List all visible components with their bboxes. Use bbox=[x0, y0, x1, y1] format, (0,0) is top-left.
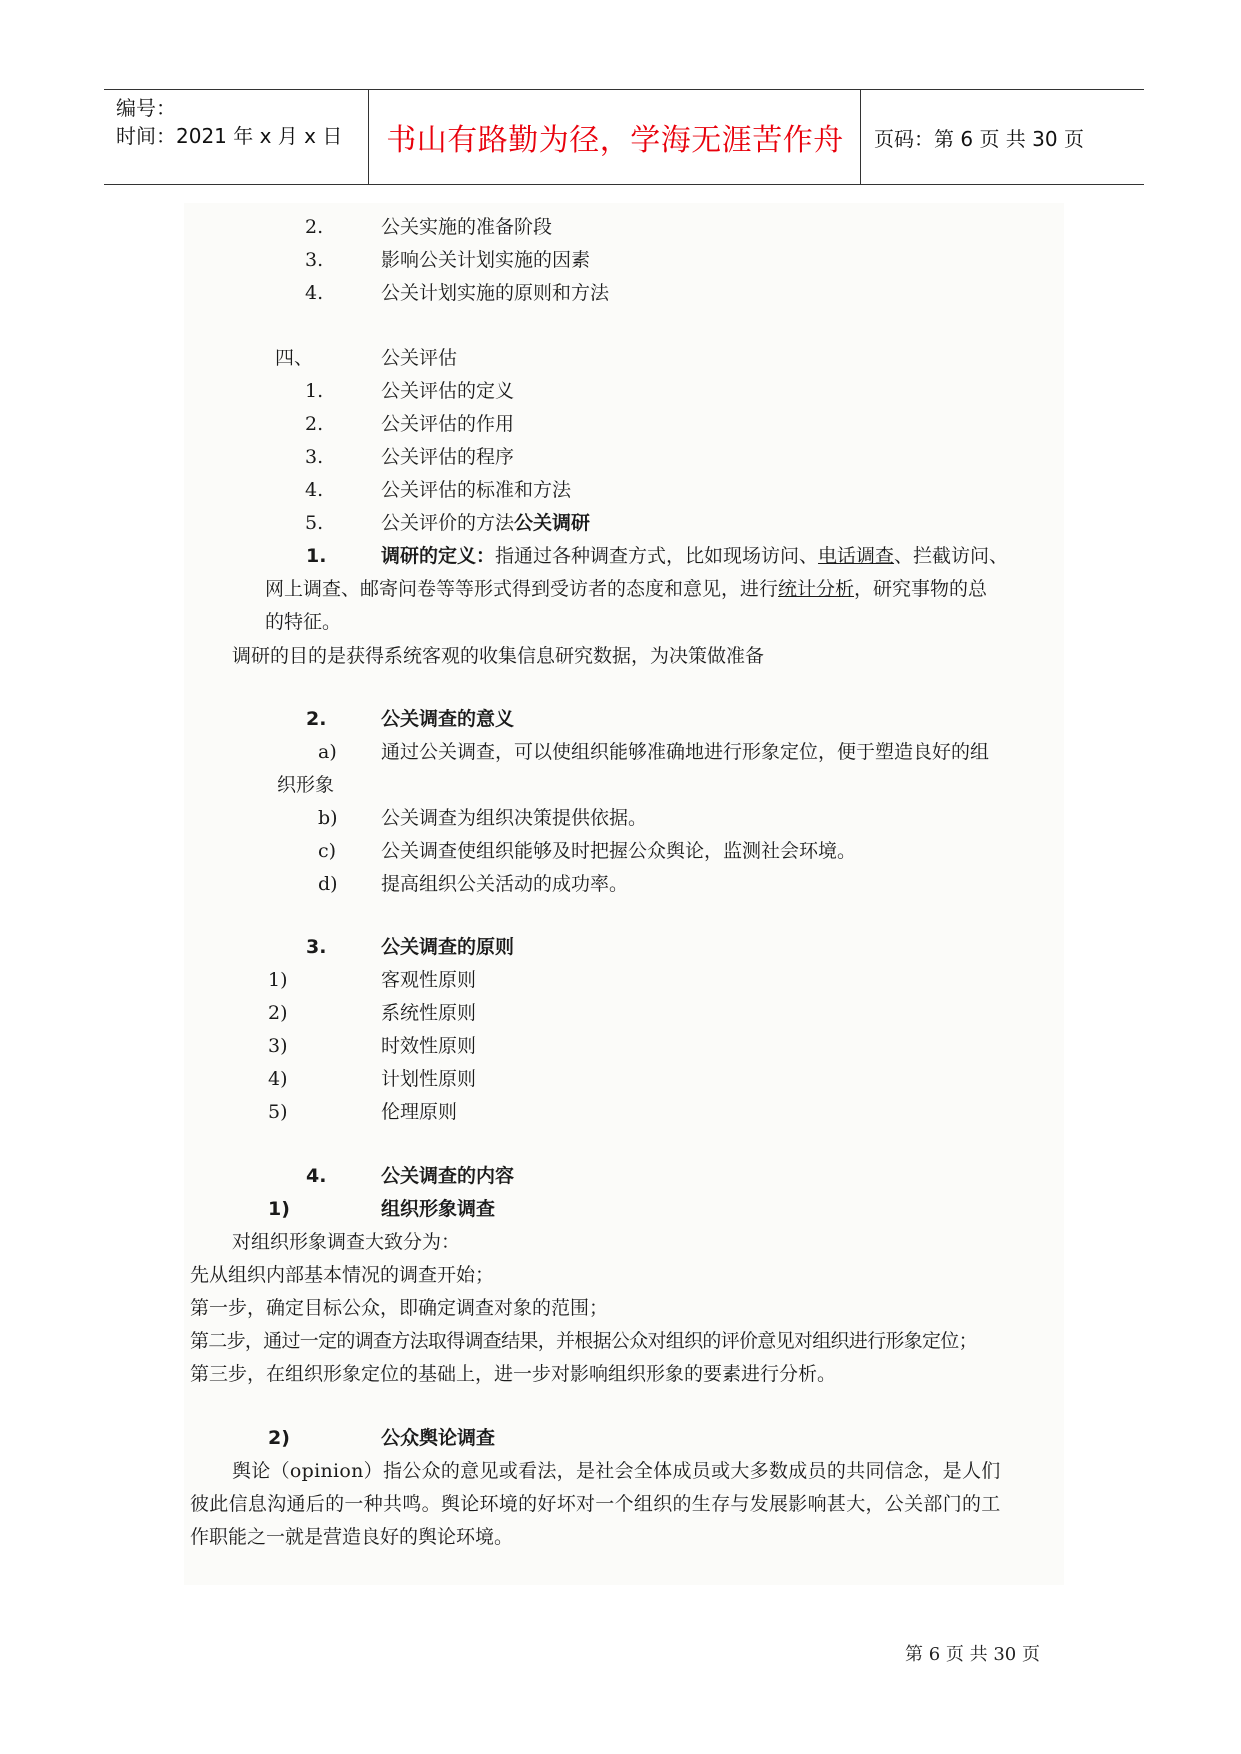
document-number-label: 编号： bbox=[116, 96, 176, 120]
list-item: 公关评估的标准和方法 bbox=[381, 479, 572, 501]
document-time-label: 时间：2021 年 x 月 x 日 bbox=[116, 124, 343, 148]
list-item: 公关实施的准备阶段 bbox=[381, 216, 553, 238]
definition-text: ，研究事物的总 bbox=[854, 578, 988, 600]
definition-text: 指通过各种调查方式，比如现场访问、 bbox=[495, 545, 819, 567]
list-number: 1) bbox=[268, 1198, 290, 1220]
definition-text: 、拦截访问、 bbox=[894, 545, 1009, 567]
definition-line bbox=[265, 576, 987, 602]
definition-label: 调研的定义： bbox=[381, 545, 496, 567]
subsection-title: 公关调查的原则 bbox=[381, 936, 515, 958]
list-item: 提高组织公关活动的成功率。 bbox=[381, 873, 629, 895]
paragraph-line: 舆论（opinion）指公众的意见或看法，是社会全体成员或大多数成员的共同信念，是人们 bbox=[232, 1460, 1001, 1482]
list-item: 伦理原则 bbox=[381, 1101, 458, 1123]
list-item: 公关计划实施的原则和方法 bbox=[381, 282, 610, 304]
subsection-title: 公众舆论调查 bbox=[381, 1427, 496, 1449]
list-item: 计划性原则 bbox=[381, 1068, 477, 1090]
statistical-analysis-link[interactable]: 统计分析 bbox=[778, 578, 855, 600]
list-item: 公关评估的程序 bbox=[381, 446, 515, 468]
list-item-text: 公关评价的方法 bbox=[381, 512, 515, 534]
list-item bbox=[381, 510, 590, 536]
subsection-title: 公关调查的意义 bbox=[381, 708, 515, 730]
list-item: 影响公关计划实施的因素 bbox=[381, 249, 591, 271]
list-number: a) bbox=[318, 741, 337, 763]
list-item: 公关评估的定义 bbox=[381, 380, 515, 402]
list-number: 1. bbox=[305, 380, 324, 402]
page-footer: 第 6 页 共 30 页 bbox=[905, 1644, 1040, 1665]
list-number: 2. bbox=[305, 216, 324, 238]
paragraph-line: 先从组织内部基本情况的调查开始； bbox=[190, 1264, 495, 1286]
list-number: 4. bbox=[305, 479, 324, 501]
list-number: d) bbox=[318, 873, 338, 895]
definition-line: 的特征。 bbox=[265, 611, 342, 633]
definition-line bbox=[381, 543, 1008, 569]
list-number: 3. bbox=[306, 936, 327, 958]
list-item: 公关调查使组织能够及时把握公众舆论，监测社会环境。 bbox=[381, 840, 857, 862]
list-item: 客观性原则 bbox=[381, 969, 477, 991]
paragraph-line: 第二步，通过一定的调查方法取得调查结果，并根据公众对组织的评价意见对组织进行形象定位； bbox=[190, 1330, 977, 1352]
purpose-line: 调研的目的是获得系统客观的收集信息研究数据，为决策做准备 bbox=[232, 645, 765, 667]
list-number: 4. bbox=[305, 282, 324, 304]
list-number: b) bbox=[318, 807, 338, 829]
definition-text: 网上调查、邮寄问卷等等形式得到受访者的态度和意见，进行 bbox=[265, 578, 779, 600]
list-number: 5) bbox=[268, 1101, 288, 1123]
list-number: 4) bbox=[268, 1068, 288, 1090]
list-number: 5. bbox=[305, 512, 324, 534]
header-motto: 书山有路勤为径，学海无涯苦作舟 bbox=[386, 123, 844, 158]
list-number: 2) bbox=[268, 1427, 290, 1449]
list-item: 时效性原则 bbox=[381, 1035, 477, 1057]
paragraph-line: 对组织形象调查大致分为： bbox=[232, 1231, 461, 1253]
section-number: 四、 bbox=[275, 347, 314, 369]
list-number: 3. bbox=[305, 249, 324, 271]
section-title: 公关评估 bbox=[381, 347, 458, 369]
paragraph-line: 第一步，确定目标公众，即确定调查对象的范围； bbox=[190, 1297, 609, 1319]
list-item: 公关调查为组织决策提供依据。 bbox=[381, 807, 648, 829]
subsection-title: 组织形象调查 bbox=[381, 1198, 496, 1220]
list-number: 2. bbox=[306, 708, 327, 730]
list-item: 通过公关调查，可以使组织能够准确地进行形象定位，便于塑造良好的组 bbox=[381, 741, 990, 763]
header-divider bbox=[860, 90, 861, 184]
list-number: 2) bbox=[268, 1002, 288, 1024]
research-heading: 公关调研 bbox=[514, 512, 591, 534]
header-left-info bbox=[116, 94, 342, 150]
list-item: 系统性原则 bbox=[381, 1002, 477, 1024]
list-number: 1) bbox=[268, 969, 288, 991]
list-number: c) bbox=[318, 840, 337, 862]
header-divider bbox=[368, 90, 369, 184]
subsection-title: 公关调查的内容 bbox=[381, 1165, 515, 1187]
list-number: 3. bbox=[305, 446, 324, 468]
list-number: 3) bbox=[268, 1035, 288, 1057]
paragraph-line: 彼此信息沟通后的一种共鸣。舆论环境的好坏对一个组织的生存与发展影响甚大，公关部门的工 bbox=[190, 1493, 1001, 1515]
list-item: 公关评估的作用 bbox=[381, 413, 515, 435]
list-number: 1. bbox=[306, 545, 327, 567]
list-number: 4. bbox=[306, 1165, 327, 1187]
list-item-continued: 织形象 bbox=[277, 774, 335, 796]
phone-survey-link[interactable]: 电话调查 bbox=[818, 545, 895, 567]
list-number: 2. bbox=[305, 413, 324, 435]
page-header bbox=[104, 89, 1144, 185]
header-page-code: 页码：第 6 页 共 30 页 bbox=[874, 126, 1084, 151]
paragraph-line: 第三步，在组织形象定位的基础上，进一步对影响组织形象的要素进行分析。 bbox=[190, 1363, 837, 1385]
paragraph-line: 作职能之一就是营造良好的舆论环境。 bbox=[190, 1526, 514, 1548]
